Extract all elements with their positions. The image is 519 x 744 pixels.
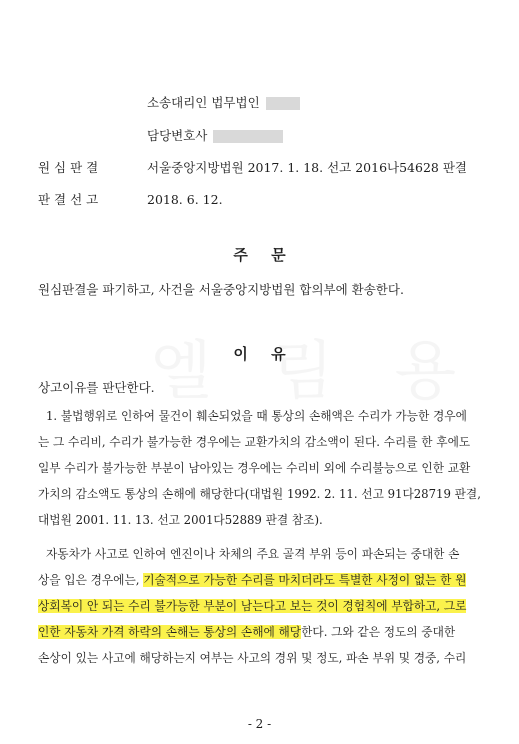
paragraph-1-line-3: 일부 수리가 불가능한 부분이 남아있는 경우에는 수리비 외에 수리불능으로 인한 교환 xyxy=(38,461,471,475)
attorney-label: 담당변호사 xyxy=(147,128,208,143)
reasons-heading: 이 유 xyxy=(233,345,286,363)
paragraph-2-line-2 xyxy=(38,572,466,588)
watermark xyxy=(150,320,476,412)
highlighted-text: 인한 자동차 가격 하락의 손해는 통상의 손해에 해당 xyxy=(38,625,302,639)
attorney-line xyxy=(147,128,283,144)
representative-label: 소송대리인 법무법인 xyxy=(147,95,260,110)
order-text: 원심판결을 파기하고, 사건을 서울중앙지방법원 합의부에 환송한다. xyxy=(38,282,404,297)
paragraph-2-line-5: 손상이 있는 사고에 해당하는지 여부는 사고의 경위 및 정도, 파손 부위 및 경중, 수리 xyxy=(38,651,467,665)
original-judgment-label: 원 심 판 결 xyxy=(38,160,99,175)
reasons-intro: 상고이유를 판단한다. xyxy=(38,380,155,395)
highlighted-text: 상회복이 안 되는 수리 불가능한 부분이 남는다고 보는 것이 경험칙에 부합하고, 그로 xyxy=(38,599,467,613)
redaction-box xyxy=(266,97,300,110)
paragraph-2-line-3 xyxy=(38,598,466,614)
paragraph-1-line-4: 가치의 감소액도 통상의 손해에 해당한다(대법원 1992. 2. 11. 선고 91다28719 판결, xyxy=(38,487,481,501)
paragraph-1-line-1: 1. 불법행위로 인하여 물건이 훼손되었을 때 통상의 손해액은 수리가 가능한 경우에 xyxy=(46,409,467,423)
page-number: - 2 - xyxy=(247,717,272,731)
original-judgment-value: 서울중앙지방법원 2017. 1. 18. 선고 2016나54628 판결 xyxy=(147,160,467,175)
highlighted-text: 기술적으로 가능한 수리를 마치더라도 특별한 사정이 없는 한 원 xyxy=(143,573,467,587)
sentence-label: 판 결 선 고 xyxy=(38,192,99,207)
paragraph-2-line-1: 자동차가 사고로 인하여 엔진이나 차체의 주요 골격 부위 등이 파손되는 중대한 손 xyxy=(46,547,460,561)
redaction-box xyxy=(213,130,283,143)
paragraph-2-text: 상을 입은 경우에는, xyxy=(38,573,144,587)
sentence-value: 2018. 6. 12. xyxy=(147,192,223,207)
order-heading: 주 문 xyxy=(233,246,286,264)
paragraph-1-line-2: 는 그 수리비, 수리가 불가능한 경우에는 교환가치의 감소액이 된다. 수리를 한 후에도 xyxy=(38,435,471,449)
paragraph-2-line-4 xyxy=(38,624,455,640)
paragraph-1-line-5: 대법원 2001. 11. 13. 선고 2001다52889 판결 참조). xyxy=(38,513,323,527)
representative-line xyxy=(147,95,300,111)
paragraph-2-text: 한다. 그와 같은 정도의 중대한 xyxy=(301,625,456,639)
